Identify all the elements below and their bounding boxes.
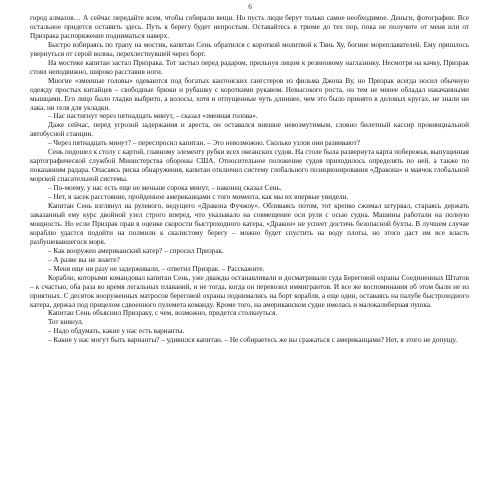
paragraph: На мостике капитан застал Призрака. Тот застыл перед радаром, прильнув лицом к резиновому наглазнику. Несмотря на качку, Призрак стоял неподвижно, широко расставив ноги.: [30, 58, 469, 76]
body-text: [30, 14, 469, 345]
paragraph: – Нет, я засек расстояние, пройденное американцами с того момента, как мы их впервые увидели.: [48, 193, 349, 202]
paragraph: – Как вооружен американский катер? – спросил Призрак.: [48, 246, 224, 255]
paragraph: Корабли, которыми командовал капитан Сень, уже дважды останавливали и досматривали суда Береговой охраны Соединенных Штатов – к счастью, оба раза во время легальных плаваний, и не тогда, когда он перевозил иммигрантов. И все же воспоминания об этом были не из приятных. С десяток вооруженных матросов береговой охраны поднимались на борт корабля, а еще один, оставаясь на палубе быстроходного катера, держал под прицелом сдвоенного пулемета команду. Кроме того, на американском судне имелась и малокалиберная пушка.: [30, 273, 469, 309]
page-number: 6: [248, 3, 252, 11]
paragraph: город алмазов… А сейчас передайте всем, чтобы собирали вещи. Но пусть люди берут только самое необходимое. Деньги, фотографии. Все остальное придется оставить здесь. Путь к берегу будет непростым. Оставайтесь в трюме до тех пор, пока не получите от меня или от Призрака распоряжение подниматься наверх.: [30, 14, 469, 40]
paragraph: Даже сейчас, перед угрозой задержания и ареста, он оставался внешне невозмутимым, словно билетный кассир провинциальной автобусной станции.: [30, 121, 469, 139]
paragraph: – По-моему, у нас есть еще не меньше сорока минут, – наконец сказал Сень.: [48, 184, 282, 193]
paragraph: – Нас настигнут через пятнадцать минут, – сказал «змеиная голова».: [48, 112, 258, 121]
paragraph: – Меня еще ни разу не задерживали, – ответил Призрак. – Расскажите.: [48, 264, 265, 273]
paragraph: Сень подошел к столу с картой, главному элементу рубки всех океанских судов. На столе была развернута карта побережья, выпущенная картографической службой Министерства обороны США. Относительное положение судов приходилось определять по ней, а также по показаниям радара. Опасаясь риска обнаружения, капитан отключил систему глобального позиционирования «Дракона» и маячок глобальной морской спасательной системы.: [30, 148, 469, 184]
paragraph: – Какие у нас могут быть варианты? – удивился капитан. – Не собираетесь же вы сражаться с американцами? Нет, я этого не допущу.: [48, 336, 458, 345]
paragraph: Тот кивнул.: [48, 318, 84, 327]
paragraph: – Надо обдумать, какие у нас есть варианты.: [48, 327, 185, 336]
paragraph: Капитан Сень объяснил Призраку, с чем, возможно, придется столкнуться.: [48, 309, 278, 318]
paragraph: Капитан Сень взглянул на рулевого, ведущего «Дракона Фучжоу». Обливаясь по́том, тот крепко сжимал штурвал, стараясь держать заказанный ему курс двойной узел строго вперед, что указывало на совмещение оси руля с осью судна. Машины работали на полную мощность. Но если Призрак прав в оценке скорости быстроходного катера, «Дракон» не успеет достичь безопасной бухты. В лучшем случае кораблю удастся подойти на полмили к скалистому берегу – можно будет спустить на воду плоты, но этого даст им все власть разбушевавшегося моря.: [30, 202, 469, 246]
paragraph: – А разве вы не знаете?: [48, 255, 120, 264]
paragraph: Многие «змеиные головы» одеваются под богатых кантонских гангстеров из фильма Джона Ву, но Призрак всегда носил обычную одежду простых китайцев – свободные брюки и рубашку с короткими рукавом. Невысокого роста, он тем не менее обладал накачанными мышцами. Его лицо было гладко выбрито, а волосы, хотя и отпущенные чуть длиннее, чем это было принято в деловых кругах, не знали ни лака, ни геля для укладки.: [30, 76, 469, 112]
paragraph: – Через пятнадцать минут? – переспросил капитан. – Это невозможно. Сколько узлов они развивают?: [48, 139, 360, 148]
paragraph: Быстро взбираясь по трапу на мостик, капитан Сень обратился с короткой молитвой к Тянь Ху, богине мореплавателей. Ему пришлось увернуться от серой волны, перехлестнувшей через борт.: [30, 40, 469, 58]
